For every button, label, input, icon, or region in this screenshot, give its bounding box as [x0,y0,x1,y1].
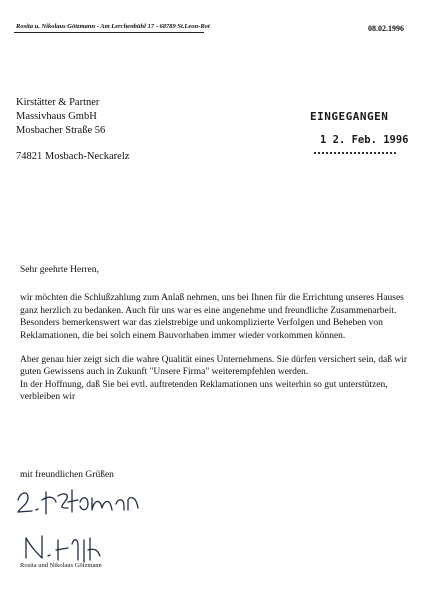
recipient-street: Mosbacher Straße 56 [16,125,106,136]
recipient-company-2: Massivhaus GmbH [16,111,97,122]
paragraph-thanks: wir möchten die Schlußzahlung zum Anlaß nehmen, uns bei Ihnen für die Errichtung unseres Hauses ganz herzlich zu bedanken. Auch für uns war es eine angenehme und freundliche Zusammenarbeit. [20,293,404,316]
paragraph-quality: Aber genau hier zeigt sich die wahre Qualität eines Unternehmens. Sie dürfen versichert sein, daß wir guten Gewissens auch in Zukunft "Unsere Firma" weiterempfehlen werden. [20,355,407,378]
sender-underline [14,32,204,33]
letter-body [20,264,410,404]
signed-names: Rosita und Nikolaus Götzmann [20,562,102,569]
closing: mit freundlichen Grüßen [20,470,114,480]
paragraph-complaints: Besonders bemerkenswert war das zielstrebige und unkomplizierte Verfolgen und Beheben von Reklamationen, die bei solch einem Bauvorhaben immer wieder vorkommen können. [20,318,383,341]
received-stamp [310,110,409,154]
stamp-date: 1 2. Feb. 1996 [320,134,409,146]
stamp-title: EINGEGANGEN [310,110,389,123]
handwritten-signature [12,478,162,570]
stamp-dotted-line [314,152,396,154]
recipient-city: 74821 Mosbach-Neckarelz [16,151,130,162]
letter-date: 08.02.1996 [368,24,404,33]
recipient-company: Kirstätter & Partner [16,97,100,108]
salutation: Sehr geehrte Herren, [20,265,99,275]
recipient-address [16,96,129,164]
sender-address-line: Rosita u. Nikolaus Götzmann - Am Lerchenbühl 17 - 68789 St.Leon-Rot [16,23,210,30]
paragraph-hope: In der Hoffnung, daß Sie bei evtl. auftretenden Reklamationen uns weiterhin so gut unterstützen, verbleiben wir [20,379,388,403]
